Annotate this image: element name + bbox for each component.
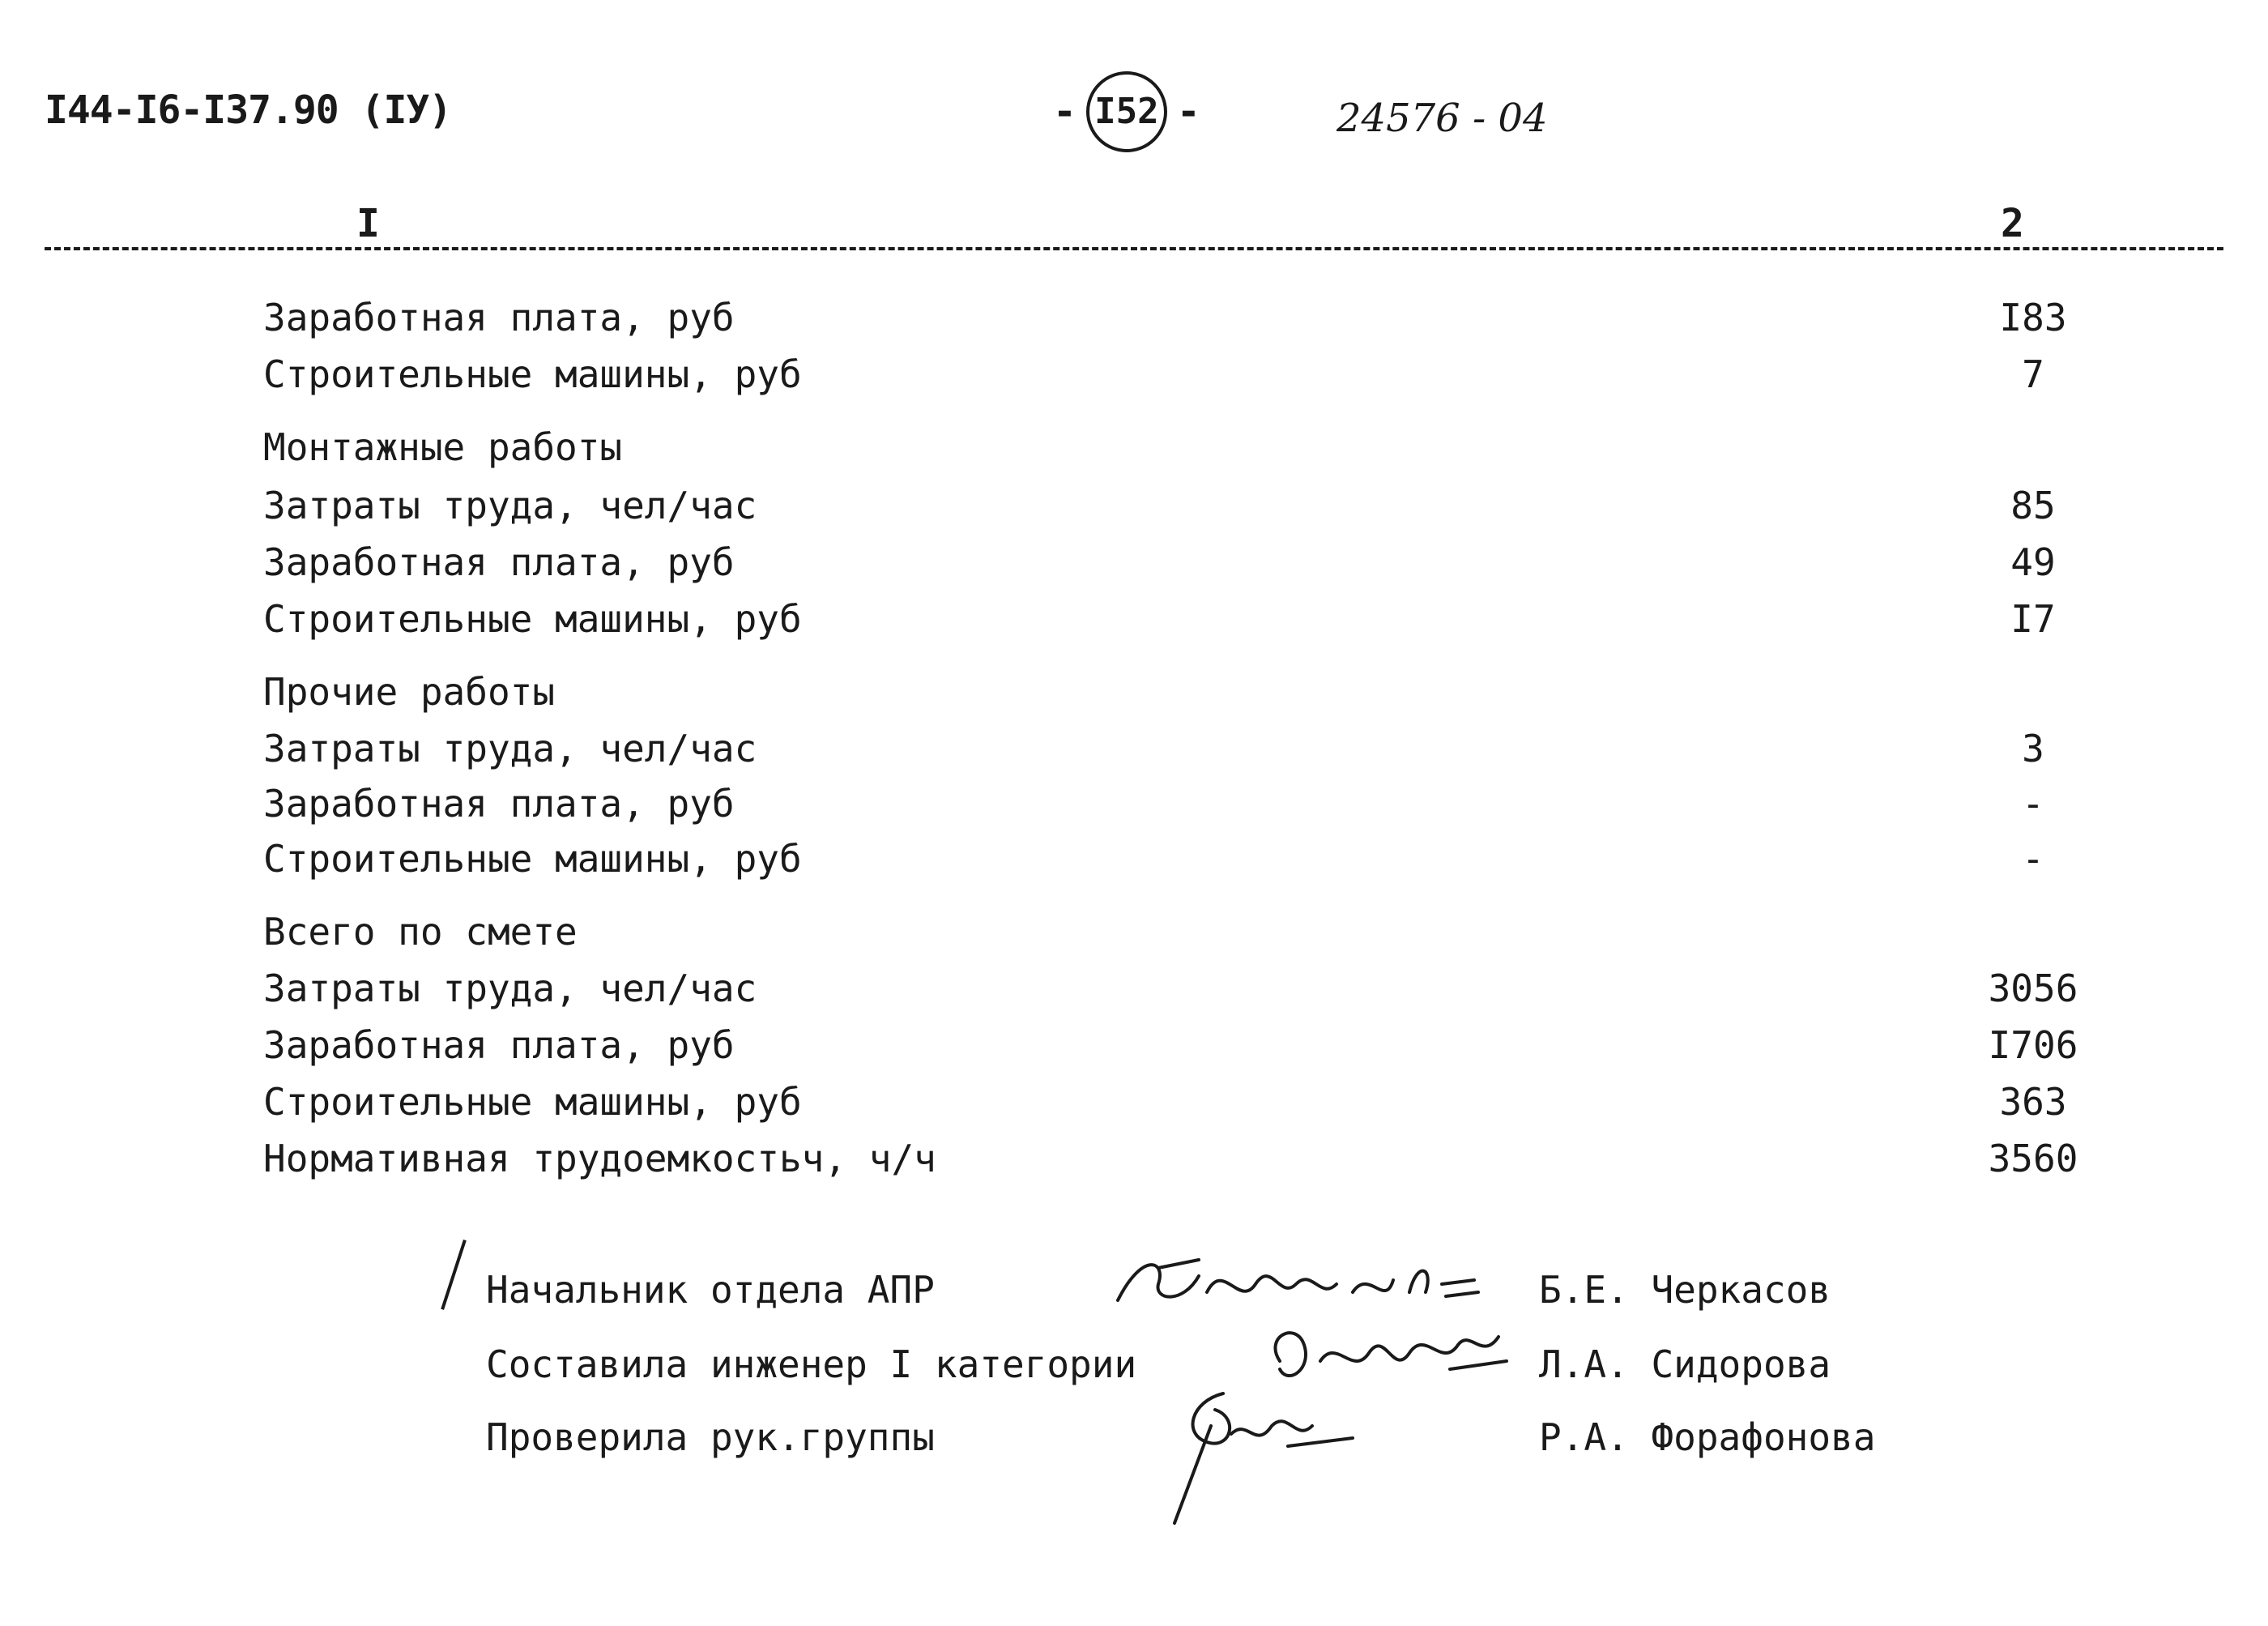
row-label: Строительные машины, руб — [263, 597, 802, 641]
signer-name: Б.Е. Черкасов — [1539, 1268, 1831, 1312]
handwritten-registration-number: 24576 - 04 — [1336, 96, 1548, 141]
page-dash-left: - — [1053, 89, 1076, 134]
row-value: - — [2022, 837, 2044, 881]
page-dash-right: - — [1176, 89, 1200, 134]
row-label: Заработная плата, руб — [263, 782, 735, 826]
signature-forafonova — [1166, 1377, 1377, 1539]
row-label: Строительные машины, руб — [263, 352, 802, 396]
section-heading: Монтажные работы — [263, 425, 623, 469]
row-value: I83 — [1999, 296, 2067, 339]
signer-role: Составила инженер I категории — [486, 1342, 1137, 1386]
row-value: 3560 — [1988, 1137, 2078, 1180]
page-number-block — [1053, 71, 1200, 152]
row-label: Строительные машины, руб — [263, 1080, 802, 1124]
document-code: I44-I6-I37.90 (IУ) — [45, 87, 452, 133]
row-value: 363 — [1999, 1080, 2067, 1124]
row-value: 3 — [2022, 727, 2044, 770]
row-label: Заработная плата, руб — [263, 540, 735, 584]
signer-role: Начальник отдела АПР — [486, 1268, 935, 1312]
row-value: I706 — [1988, 1023, 2078, 1067]
row-label: Строительные машины, руб — [263, 837, 802, 881]
row-value: I7 — [2010, 597, 2056, 641]
row-label: Затраты труда, чел/час — [263, 484, 757, 527]
header-divider — [45, 247, 2223, 250]
page-number: I52 — [1086, 71, 1167, 152]
row-value: 85 — [2010, 484, 2056, 527]
row-label: Заработная плата, руб — [263, 296, 735, 339]
margin-slash-mark — [441, 1240, 467, 1310]
column-header-1: I — [356, 201, 380, 246]
row-value: 7 — [2022, 352, 2044, 396]
signer-role: Проверила рук.группы — [486, 1415, 935, 1459]
row-label: Затраты труда, чел/час — [263, 727, 757, 770]
row-value: 3056 — [1988, 967, 2078, 1010]
row-label: Нормативная трудоемкостьч, ч/ч — [263, 1137, 936, 1180]
column-header-2: 2 — [2001, 201, 2024, 246]
row-label: Затраты труда, чел/час — [263, 967, 757, 1010]
row-label: Заработная плата, руб — [263, 1023, 735, 1067]
section-heading: Прочие работы — [263, 670, 556, 714]
signature-cherkasov — [1110, 1236, 1490, 1325]
row-value: - — [2022, 782, 2044, 826]
signer-name: Л.А. Сидорова — [1539, 1342, 1831, 1386]
row-value: 49 — [2010, 540, 2056, 584]
section-heading: Всего по смете — [263, 910, 578, 954]
signer-name: Р.А. Форафонова — [1539, 1415, 1876, 1459]
